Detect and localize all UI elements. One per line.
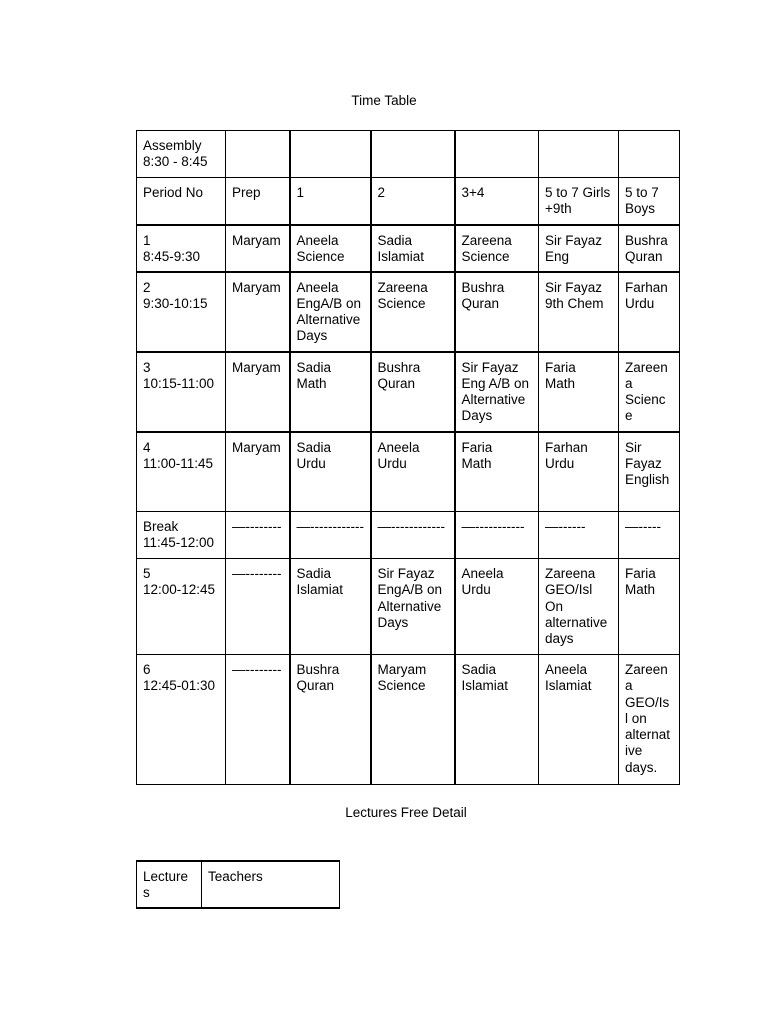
- table-cell: —--------: [226, 559, 290, 655]
- period-cell: Assembly 8:30 - 8:45: [137, 131, 226, 178]
- table-cell: —------------: [290, 512, 371, 559]
- period-cell: 4 11:00-11:45: [137, 432, 226, 512]
- lectures-title: Lectures Free Detail: [345, 805, 467, 820]
- table-cell: Bushra Quran: [455, 272, 539, 352]
- table-cell: Maryam: [226, 225, 290, 272]
- table-cell: Zareena Science: [371, 272, 455, 352]
- table-cell: —--------: [226, 655, 290, 785]
- table-cell: Aneela Urdu: [455, 559, 539, 655]
- table-cell: [371, 131, 455, 178]
- table-row: [137, 559, 680, 655]
- table-cell: Sadia Islamiat: [290, 559, 371, 655]
- table-cell: Aneela Urdu: [371, 432, 455, 512]
- table-cell: Bushra Quran: [371, 352, 455, 432]
- table-cell: 5 to 7 Girls +9th: [539, 178, 619, 225]
- table-cell: Sir Fayaz Eng: [539, 225, 619, 272]
- lectures-header-cell: Lecture s: [137, 861, 202, 908]
- period-cell: 6 12:45-01:30: [137, 655, 226, 785]
- table-cell: —--------: [226, 512, 290, 559]
- table-row: [137, 131, 680, 178]
- table-cell: Maryam Science: [371, 655, 455, 785]
- table-cell: Sadia Urdu: [290, 432, 371, 512]
- table-cell: Aneela Science: [290, 225, 371, 272]
- table-row: [137, 432, 680, 512]
- table-cell: Bushra Quran: [290, 655, 371, 785]
- table-cell: Faria Math: [455, 432, 539, 512]
- table-cell: Maryam: [226, 272, 290, 352]
- table-cell: —-----: [619, 512, 680, 559]
- table-cell: Sadia Math: [290, 352, 371, 432]
- table-cell: Sir Fayaz Eng A/B on Alternative Days: [455, 352, 539, 432]
- table-cell: [290, 131, 371, 178]
- table-cell: Sir Fayaz EngA/B on Alternative Days: [371, 559, 455, 655]
- table-cell: Farhan Urdu: [539, 432, 619, 512]
- period-cell: 1 8:45-9:30: [137, 225, 226, 272]
- period-cell: 5 12:00-12:45: [137, 559, 226, 655]
- table-cell: 1: [290, 178, 371, 225]
- table-cell: Sadia Islamiat: [371, 225, 455, 272]
- table-cell: Maryam: [226, 432, 290, 512]
- table-cell: Faria Math: [539, 352, 619, 432]
- table-cell: —------: [539, 512, 619, 559]
- table-cell: Zareen a Scienc e: [619, 352, 680, 432]
- table-row: [137, 225, 680, 272]
- table-cell: —------------: [371, 512, 455, 559]
- period-cell: Period No: [137, 178, 226, 225]
- period-cell: 2 9:30-10:15: [137, 272, 226, 352]
- table-cell: 5 to 7 Boys: [619, 178, 680, 225]
- table-cell: Maryam: [226, 352, 290, 432]
- timetable: [136, 130, 680, 785]
- table-cell: Faria Math: [619, 559, 680, 655]
- table-cell: [539, 131, 619, 178]
- lectures-table: [136, 860, 340, 909]
- page-title: Time Table: [351, 93, 417, 108]
- table-cell: [226, 131, 290, 178]
- table-cell: —-----------: [455, 512, 539, 559]
- table-row: [137, 178, 680, 225]
- table-row: [137, 655, 680, 785]
- table-cell: Aneela EngA/B on Alternative Days: [290, 272, 371, 352]
- table-cell: Zareena GEO/Isl On alternative days: [539, 559, 619, 655]
- period-cell: Break 11:45-12:00: [137, 512, 226, 559]
- table-cell: Farhan Urdu: [619, 272, 680, 352]
- table-cell: Aneela Islamiat: [539, 655, 619, 785]
- table-cell: 2: [371, 178, 455, 225]
- table-cell: Sadia Islamiat: [455, 655, 539, 785]
- table-cell: [619, 131, 680, 178]
- table-cell: Zareen a GEO/Is l on alternat ive days.: [619, 655, 680, 785]
- table-row: [137, 272, 680, 352]
- table-cell: [455, 131, 539, 178]
- period-cell: 3 10:15-11:00: [137, 352, 226, 432]
- table-cell: Prep: [226, 178, 290, 225]
- lectures-header-row: [137, 861, 340, 908]
- table-row: [137, 352, 680, 432]
- table-cell: Sir Fayaz English: [619, 432, 680, 512]
- table-cell: 3+4: [455, 178, 539, 225]
- table-cell: Bushra Quran: [619, 225, 680, 272]
- table-cell: Sir Fayaz 9th Chem: [539, 272, 619, 352]
- table-cell: Zareena Science: [455, 225, 539, 272]
- teachers-header-cell: Teachers: [202, 861, 340, 908]
- table-row: [137, 512, 680, 559]
